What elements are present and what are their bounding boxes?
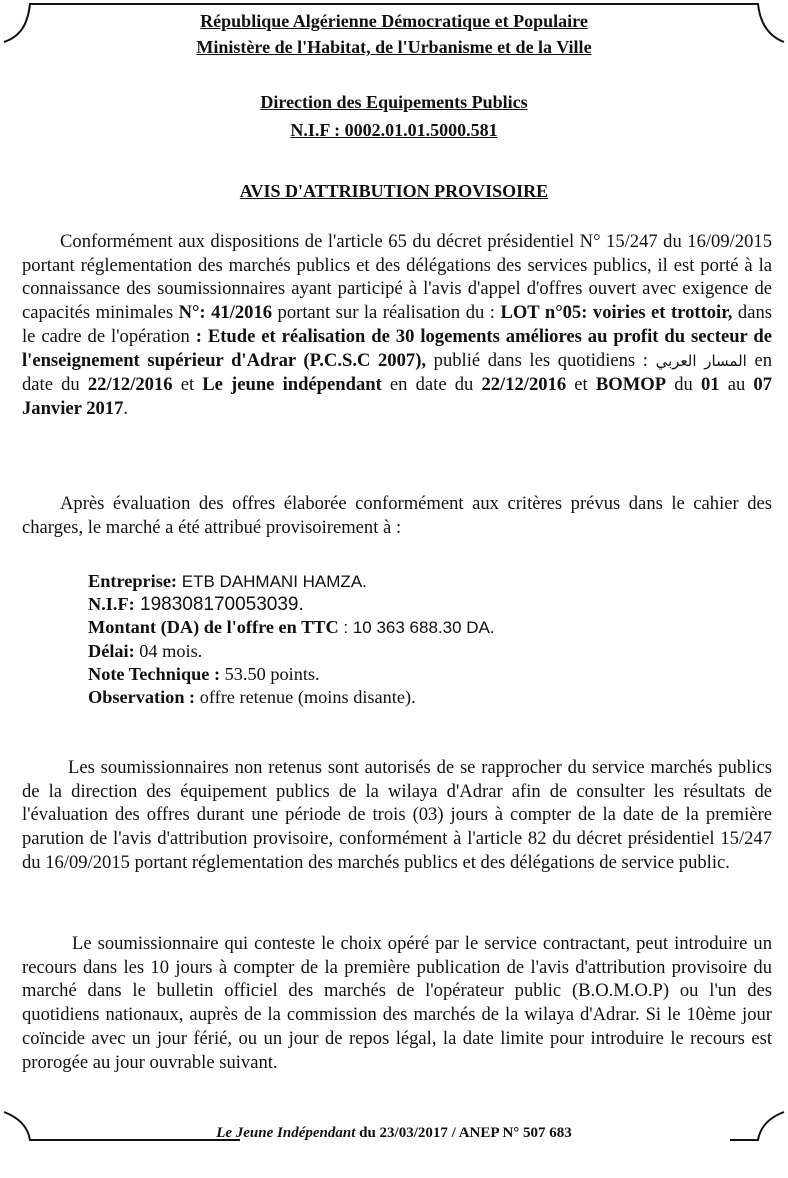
notice-title	[0, 178, 788, 204]
newspaper-name: Le Jeune Indépendant	[216, 1125, 356, 1141]
detail-nif: N.I.F: 198308170053039.	[88, 594, 304, 616]
paragraph-intro: Conformément aux dispositions de l'article 65 du décret présidentiel N° 15/247 du 16/09/2015 portant réglementation des marchés publics et des délégations des services publics, il est porté à la connaissance des soumissionnaires ayant participé à l'avis d'appel d'offres ouvert avec exigence de capacités minimales N°: 41/2016 portant sur la réalisation du : LOT n°05: voiries et trottoir, dans le cadre de l'opération : Etude et réalisation de 30 logements améliores au profit du secteur de l'enseignement supérieur d'Adrar (P.C.S.C 2007), publié dans les quotidiens : المسار العربي en date du 22/12/2016 et Le jeune indépendant en date du 22/12/2016 et BOMOP du 01 au 07 Janvier 2017.	[22, 231, 773, 419]
header-ministry-name: Ministère de l'Habitat, de l'Urbanisme et de la Ville	[196, 37, 592, 57]
direction-name: Direction des Equipements Publics	[260, 92, 528, 112]
publication-ref: du 23/03/2017 / ANEP N° 507 683	[355, 1125, 572, 1141]
arabic-newspaper: المسار العربي	[655, 351, 747, 370]
detail-note: Note Technique : 53.50 points.	[88, 663, 320, 684]
header-republic: République Algérienne Démocratique et Populaire	[200, 11, 588, 31]
paragraph-appeal: Le soumissionnaire qui conteste le choix opéré par le service contractant, peut introduire un recours dans les 10 jours à compter de la première publication de l'avis d'attribution provisoire du marché dans le bulletin officiel des marchés de l'opérateur public (B.O.M.O.P) ou l'un des quotidiens nationaux, auprès de la commission des marchés de la wilaya d'Adrar. Si le 10ème jour coïncide avec un jour férié, ou un jour de repos légal, la date limite pour introduire le recours est prorogée au jour ouvrable suivant.	[22, 933, 772, 1073]
paragraph-consultation: Les soumissionnaires non retenus sont autorisés de se rapprocher du service marchés publics de la direction des équipement publics de la wilaya d'Adrar afin de consulter les résultats de l'évaluation des offres durant une période de trois (03) jours à compter de la date de la première parution de l'avis d'attribution provisoire, conformément à l'article 82 du décret présidentiel 15/247 du 16/09/2015 portant réglementation des marchés publics et des délégations de service public.	[22, 757, 772, 873]
direction-nif: N.I.F : 0002.01.01.5000.581	[290, 120, 498, 140]
paragraph-evaluation: Après évaluation des offres élaborée conformément aux critères prévus dans le cahier des charges, le marché a été attribué provisoirement à :	[22, 493, 772, 538]
award-details	[88, 570, 495, 709]
notice-title-text: AVIS D'ATTRIBUTION PROVISOIRE	[239, 181, 549, 201]
detail-observation: Observation : offre retenue (moins disante).	[88, 687, 416, 708]
detail-delai: Délai: 04 mois.	[88, 640, 203, 661]
detail-montant: Montant (DA) de l'offre en TTC : 10 363 688.30 DA.	[88, 617, 495, 638]
header-direction	[0, 88, 788, 144]
publication-footer	[0, 1125, 788, 1142]
detail-entreprise: Entreprise: ETB DAHMANI HAMZA.	[88, 571, 367, 591]
header-ministry	[0, 8, 788, 60]
